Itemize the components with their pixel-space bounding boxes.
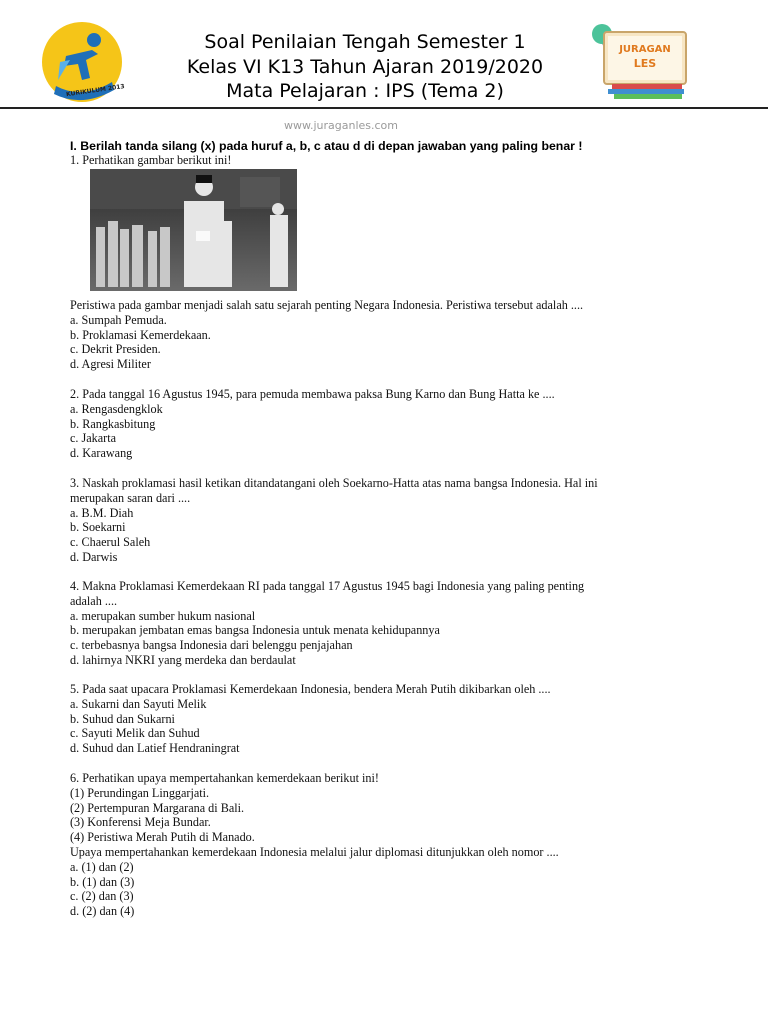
option-b[interactable]: b. Soekarni: [70, 520, 126, 535]
question-text-cont: merupakan saran dari ....: [70, 490, 191, 505]
question-2: [70, 387, 710, 461]
kurikulum-2013-logo: [36, 20, 128, 104]
option-c[interactable]: c. Chaerul Saleh: [70, 535, 151, 550]
question-text-cont: Upaya mempertahankan kemerdekaan Indonesia melalui jalur diplomasi ditunjukkan oleh nomor ....: [70, 844, 559, 859]
question-text: 1. Perhatikan gambar berikut ini!: [70, 153, 232, 167]
option-a[interactable]: a. (1) dan (2): [70, 859, 134, 874]
list-item-1: (1) Perundingan Linggarjati.: [70, 785, 210, 800]
option-b[interactable]: b. Rangkasbitung: [70, 416, 156, 431]
option-d[interactable]: d. (2) dan (4): [70, 904, 135, 919]
header-divider: [0, 107, 768, 109]
juragan-les-logo: [588, 20, 690, 100]
subject-subtitle: Mata Pelajaran : IPS (Tema 2): [226, 80, 504, 102]
option-c[interactable]: c. (2) dan (3): [70, 889, 134, 904]
question-4: [70, 579, 710, 668]
website-link[interactable]: www.juraganles.com: [284, 119, 399, 132]
question-text: 6. Perhatikan upaya mempertahankan kemerdekaan berikut ini!: [70, 771, 379, 785]
option-d[interactable]: d. lahirnya NKRI yang merdeka dan berdaulat: [70, 652, 296, 667]
question-text-cont: adalah ....: [70, 593, 118, 608]
question-text: 4. Makna Proklamasi Kemerdekaan RI pada tanggal 17 Agustus 1945 bagi Indonesia yang paling penting: [70, 579, 585, 593]
option-d[interactable]: d. Karawang: [70, 446, 133, 461]
option-d[interactable]: d. Suhud dan Latief Hendraningrat: [70, 741, 240, 756]
logo-right-text-2: LES: [633, 57, 657, 70]
question-3: [70, 476, 710, 565]
question-6: [70, 771, 710, 919]
question-1: [70, 153, 710, 168]
page-title: Soal Penilaian Tengah Semester 1: [204, 31, 526, 53]
option-d[interactable]: d. Darwis: [70, 549, 118, 564]
option-a[interactable]: a. Rengasdengklok: [70, 401, 163, 416]
question-text: 3. Naskah proklamasi hasil ketikan ditandatangani oleh Soekarno-Hatta atas nama bangsa Indonesia. Hal ini: [70, 476, 598, 490]
list-item-4: (4) Peristiwa Merah Putih di Manado.: [70, 830, 255, 845]
question-1-body: [70, 298, 710, 372]
option-b[interactable]: b. merupakan jembatan emas bangsa Indonesia untuk menata kehidupannya: [70, 623, 440, 638]
option-a[interactable]: a. B.M. Diah: [70, 505, 134, 520]
instruction-text: I. Berilah tanda silang (x) pada huruf a, b, c atau d di depan jawaban yang paling benar !: [70, 139, 583, 153]
option-a[interactable]: a. Sumpah Pemuda.: [70, 312, 167, 327]
option-b[interactable]: b. (1) dan (3): [70, 874, 135, 889]
option-c[interactable]: c. terbebasnya bangsa Indonesia dari belenggu penjajahan: [70, 638, 353, 653]
question-text: Peristiwa pada gambar menjadi salah satu sejarah penting Negara Indonesia. Peristiwa tersebut adalah ....: [70, 298, 584, 312]
option-c[interactable]: c. Dekrit Presiden.: [70, 342, 161, 357]
logo-left-text: KURIKULUM 2013: [65, 83, 126, 99]
option-a[interactable]: a. merupakan sumber hukum nasional: [70, 608, 256, 623]
proclamation-photo: [90, 169, 297, 291]
list-item-3: (3) Konferensi Meja Bundar.: [70, 815, 211, 830]
question-5: [70, 682, 710, 756]
option-d[interactable]: d. Agresi Militer: [70, 357, 151, 372]
option-b[interactable]: b. Proklamasi Kemerdekaan.: [70, 327, 211, 342]
question-text: 5. Pada saat upacara Proklamasi Kemerdekaan Indonesia, bendera Merah Putih dikibarkan oleh ....: [70, 682, 551, 696]
list-item-2: (2) Pertempuran Margarana di Bali.: [70, 800, 245, 815]
question-text: 2. Pada tanggal 16 Agustus 1945, para pemuda membawa paksa Bung Karno dan Bung Hatta ke ....: [70, 387, 555, 401]
option-a[interactable]: a. Sukarni dan Sayuti Melik: [70, 696, 207, 711]
option-c[interactable]: c. Jakarta: [70, 431, 117, 446]
class-subtitle: Kelas VI K13 Tahun Ajaran 2019/2020: [186, 56, 544, 78]
logo-right-text-1: JURAGAN: [619, 44, 671, 55]
option-c[interactable]: c. Sayuti Melik dan Suhud: [70, 726, 200, 741]
option-b[interactable]: b. Suhud dan Sukarni: [70, 711, 175, 726]
